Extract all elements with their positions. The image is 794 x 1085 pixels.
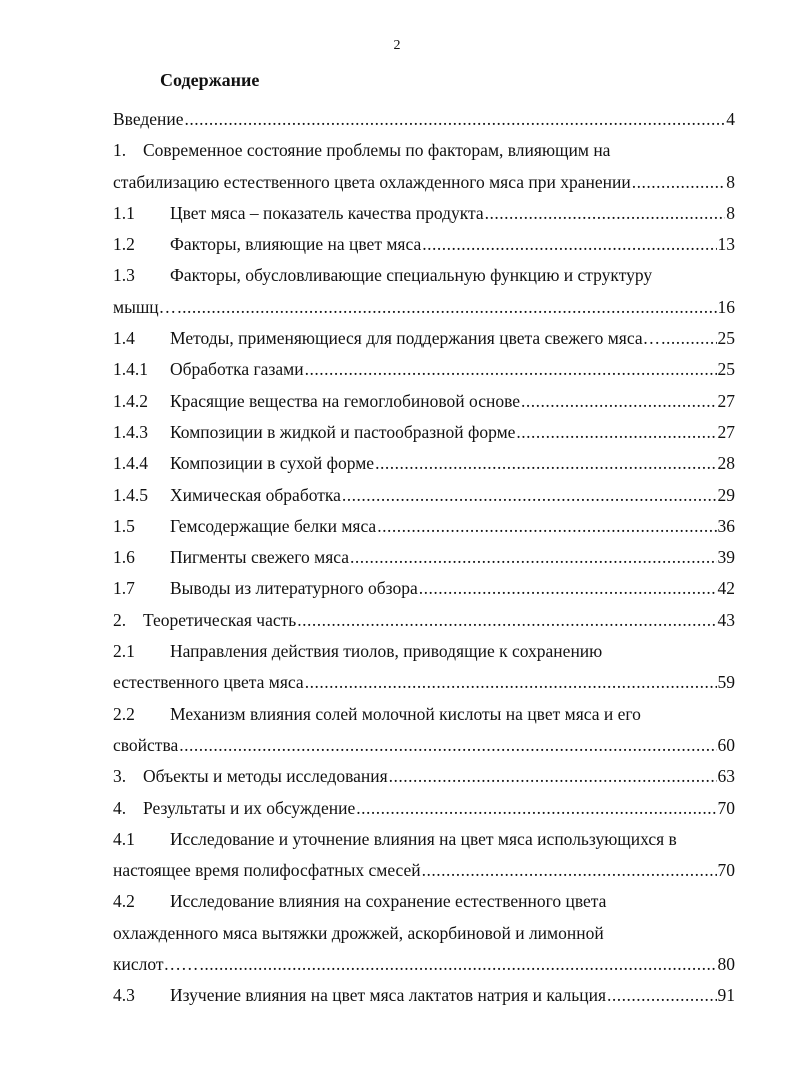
toc-entry[interactable] (113, 386, 735, 417)
toc-number: 1.6 (113, 547, 135, 568)
dot-leader (350, 542, 717, 573)
toc-page-number: 28 (717, 453, 735, 474)
toc-number: 2. (113, 609, 127, 630)
toc-line (113, 949, 735, 980)
toc-line (113, 417, 735, 448)
toc-line (113, 292, 735, 323)
toc-number: 1.4.1 (113, 359, 148, 380)
dot-leader (661, 323, 716, 354)
toc-line (113, 699, 735, 730)
dot-leader (632, 167, 726, 198)
dot-leader (177, 292, 716, 323)
toc-line (113, 793, 735, 824)
toc-title: Исследование и уточнение влияния на цвет мяса использующихся в (170, 828, 677, 849)
toc-entry[interactable] (113, 824, 735, 887)
toc-page-number: 25 (717, 328, 735, 349)
toc-page-number: 16 (717, 296, 735, 317)
toc-title: Механизм влияния солей молочной кислоты на цвет мяса и его (170, 703, 641, 724)
toc-entry[interactable] (113, 605, 735, 636)
toc-page-number: 39 (717, 547, 735, 568)
toc-title: Современное состояние проблемы по факторам, влияющим на (143, 140, 611, 161)
toc-number: 2.2 (113, 703, 135, 724)
toc-number: 1.4.3 (113, 421, 148, 442)
toc-entry[interactable] (113, 793, 735, 824)
toc-page-number: 59 (717, 672, 735, 693)
toc-page-number: 8 (726, 171, 735, 192)
toc-entry[interactable] (113, 699, 735, 762)
toc-page-number: 70 (717, 860, 735, 881)
toc-title: Факторы, обусловливающие специальную функцию и структуру (170, 265, 653, 286)
toc-entry[interactable] (113, 417, 735, 448)
toc-line (113, 667, 735, 698)
toc-number: 1.7 (113, 578, 135, 599)
toc-line (113, 605, 735, 636)
dot-leader (375, 448, 716, 479)
toc-title: Факторы, влияющие на цвет мяса (170, 234, 422, 255)
toc-title: настоящее время полифосфатных смесей (113, 860, 421, 881)
dot-leader (179, 730, 716, 761)
toc-line (113, 573, 735, 604)
toc-entry[interactable] (113, 354, 735, 385)
dot-leader (185, 104, 726, 135)
table-of-contents (113, 104, 735, 1012)
toc-entry[interactable] (113, 135, 735, 198)
toc-title: Композиции в сухой форме (170, 453, 375, 474)
dot-leader (377, 511, 716, 542)
toc-line (113, 386, 735, 417)
toc-entry[interactable] (113, 198, 735, 229)
toc-page-number: 27 (717, 421, 735, 442)
toc-page-number: 8 (726, 202, 735, 223)
toc-title: Направления действия тиолов, приводящие к сохранению (170, 641, 603, 662)
toc-line (113, 229, 735, 260)
dot-leader (305, 354, 717, 385)
toc-entry[interactable] (113, 480, 735, 511)
toc-title: охлажденного мяса вытяжки дрожжей, аскорбиновой и лимонной (113, 922, 604, 943)
toc-title: Цвет мяса – показатель качества продукта (170, 202, 484, 223)
toc-number: 1.3 (113, 265, 135, 286)
toc-line (113, 730, 735, 761)
toc-entry[interactable] (113, 542, 735, 573)
dot-leader (305, 667, 717, 698)
toc-title: Введение (113, 109, 184, 129)
dot-leader (389, 761, 717, 792)
toc-number: 3. (113, 766, 127, 787)
toc-line (113, 167, 735, 198)
toc-line (113, 448, 735, 479)
toc-title: кислот…… (113, 954, 199, 975)
dot-leader (419, 573, 717, 604)
toc-line (113, 135, 735, 166)
toc-line (113, 980, 735, 1011)
toc-title: Композиции в жидкой и пастообразной форме (170, 421, 516, 442)
toc-entry[interactable] (113, 573, 735, 604)
toc-number: 2.1 (113, 641, 135, 662)
page-title: Содержание (160, 70, 260, 90)
toc-title: Пигменты свежего мяса (170, 547, 349, 568)
toc-number: 1. (113, 140, 127, 161)
toc-title: мышц… (113, 296, 177, 317)
toc-page-number: 13 (717, 234, 735, 255)
toc-line (113, 542, 735, 573)
dot-leader (607, 980, 716, 1011)
page-number: 2 (393, 38, 401, 53)
toc-line (113, 511, 735, 542)
toc-line (113, 198, 735, 229)
toc-page-number: 4 (726, 109, 735, 129)
toc-number: 4. (113, 797, 127, 818)
toc-title: Изучение влияния на цвет мяса лактатов натрия и кальция (170, 985, 607, 1006)
toc-title: Исследование влияния на сохранение естественного цвета (170, 891, 607, 912)
toc-entry[interactable] (113, 636, 735, 699)
dot-leader (422, 229, 716, 260)
toc-title: Объекты и методы исследования (143, 766, 388, 787)
toc-page-number: 27 (717, 390, 735, 411)
toc-number: 1.1 (113, 202, 135, 223)
toc-title: Выводы из литературного обзора (170, 578, 418, 599)
toc-number: 4.1 (113, 828, 135, 849)
toc-line (113, 354, 735, 385)
toc-page-number: 91 (717, 985, 735, 1006)
toc-page-number: 29 (717, 484, 735, 505)
toc-title: естественного цвета мяса (113, 672, 304, 693)
toc-title: стабилизацию естественного цвета охлажденного мяса при хранении (113, 171, 631, 192)
toc-line (113, 824, 735, 855)
dot-leader (297, 605, 716, 636)
toc-line (113, 636, 735, 667)
toc-entry[interactable] (113, 104, 735, 135)
toc-number: 1.5 (113, 515, 135, 536)
toc-page-number: 70 (717, 797, 735, 818)
toc-line (113, 323, 735, 354)
toc-page-number: 63 (717, 766, 735, 787)
toc-entry[interactable] (113, 323, 735, 354)
toc-entry[interactable] (113, 448, 735, 479)
toc-page-number: 25 (717, 359, 735, 380)
toc-line (113, 886, 735, 917)
toc-title: Теоретическая часть (143, 609, 297, 630)
toc-entry[interactable] (113, 761, 735, 792)
dot-leader (356, 793, 716, 824)
toc-entry[interactable] (113, 886, 735, 980)
toc-page-number: 43 (717, 609, 735, 630)
toc-line (113, 855, 735, 886)
toc-line (113, 761, 735, 792)
toc-title: Химическая обработка (170, 484, 341, 505)
dot-leader (422, 855, 717, 886)
dot-leader (521, 386, 716, 417)
toc-line (113, 260, 735, 291)
toc-page-number: 42 (717, 578, 735, 599)
toc-number: 1.4.5 (113, 484, 148, 505)
toc-title: Обработка газами (170, 359, 304, 380)
dot-leader (485, 198, 726, 229)
toc-number: 1.4.2 (113, 390, 148, 411)
toc-page-number: 60 (717, 734, 735, 755)
toc-page-number: 80 (717, 954, 735, 975)
toc-line (113, 480, 735, 511)
toc-number: 4.3 (113, 985, 135, 1006)
toc-title: Результаты и их обсуждение (143, 797, 356, 818)
toc-title: свойства (113, 734, 179, 755)
toc-line (113, 104, 735, 135)
toc-number: 1.2 (113, 234, 135, 255)
toc-number: 1.4.4 (113, 453, 148, 474)
toc-entry[interactable] (113, 229, 735, 260)
toc-title: Красящие вещества на гемоглобиновой основе (170, 390, 521, 411)
toc-number: 4.2 (113, 891, 135, 912)
dot-leader (516, 417, 716, 448)
dot-leader (200, 949, 717, 980)
toc-line (113, 918, 735, 949)
dot-leader (342, 480, 717, 511)
toc-entry[interactable] (113, 511, 735, 542)
toc-entry[interactable] (113, 980, 735, 1011)
toc-title: Методы, применяющиеся для поддержания цвета свежего мяса… (170, 328, 661, 349)
toc-title: Гемсодержащие белки мяса (170, 515, 377, 536)
toc-number: 1.4 (113, 328, 135, 349)
toc-page-number: 36 (717, 515, 735, 536)
toc-entry[interactable] (113, 260, 735, 323)
